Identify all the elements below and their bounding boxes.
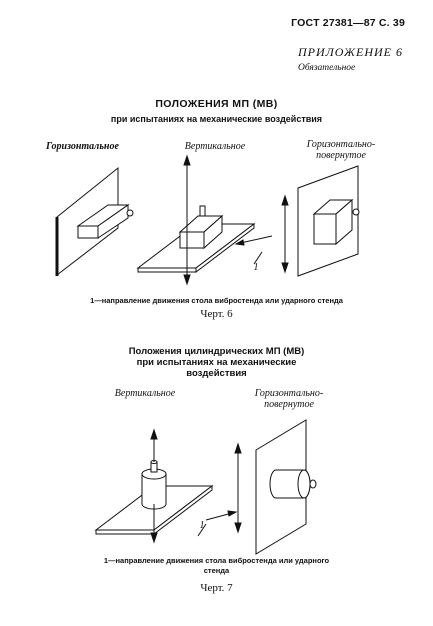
fig6-caption: 1—направление движения стола вибростенда или ударного стенда: [90, 296, 343, 305]
fig6-horizontal-position: [57, 168, 133, 276]
section1-subtitle: при испытаниях на механические воздействия: [110, 114, 323, 124]
fig7-caption-2: стенда: [203, 566, 230, 575]
fig7-number: Черт. 7: [200, 582, 233, 594]
label-horizontal-inverted-2: повернутое: [316, 150, 366, 161]
fig7-label-horizontal-inverted-1: Горизонтально-: [254, 388, 324, 399]
section1-title: ПОЛОЖЕНИЯ МП (МВ): [155, 98, 278, 110]
label-vertical: Вертикальное: [184, 141, 246, 152]
label-horizontal: Горизонтальное: [46, 141, 119, 152]
appendix-title: ПРИЛОЖЕНИЕ 6: [298, 45, 403, 59]
fig7-label-vertical: Вертикальное: [114, 388, 176, 399]
section2-title-1: Положения цилиндрических МП (МВ): [128, 346, 305, 357]
section2-title-2: при испытаниях на механические: [136, 357, 297, 368]
appendix-status: Обязательное: [298, 63, 356, 73]
label-horizontal-inverted-1: Горизонтально-: [306, 139, 376, 150]
fig6-number: Черт. 6: [200, 308, 233, 320]
fig7-vertical-position: [96, 430, 236, 542]
fig6-horizontal-inverted-position: [282, 166, 359, 276]
fig7-horizontal-inverted-position: [235, 420, 316, 554]
section2-title-3: воздействия: [186, 368, 247, 379]
fig7-marker-1: 1: [199, 520, 205, 531]
fig7-caption-1: 1—направление движения стола вибростенда или ударного: [103, 556, 330, 565]
fig6-marker-1: 1: [253, 262, 259, 273]
page-header-standard: ГОСТ 27381—87 С. 39: [291, 17, 405, 29]
fig7-label-horizontal-inverted-2: повернутое: [264, 399, 314, 410]
